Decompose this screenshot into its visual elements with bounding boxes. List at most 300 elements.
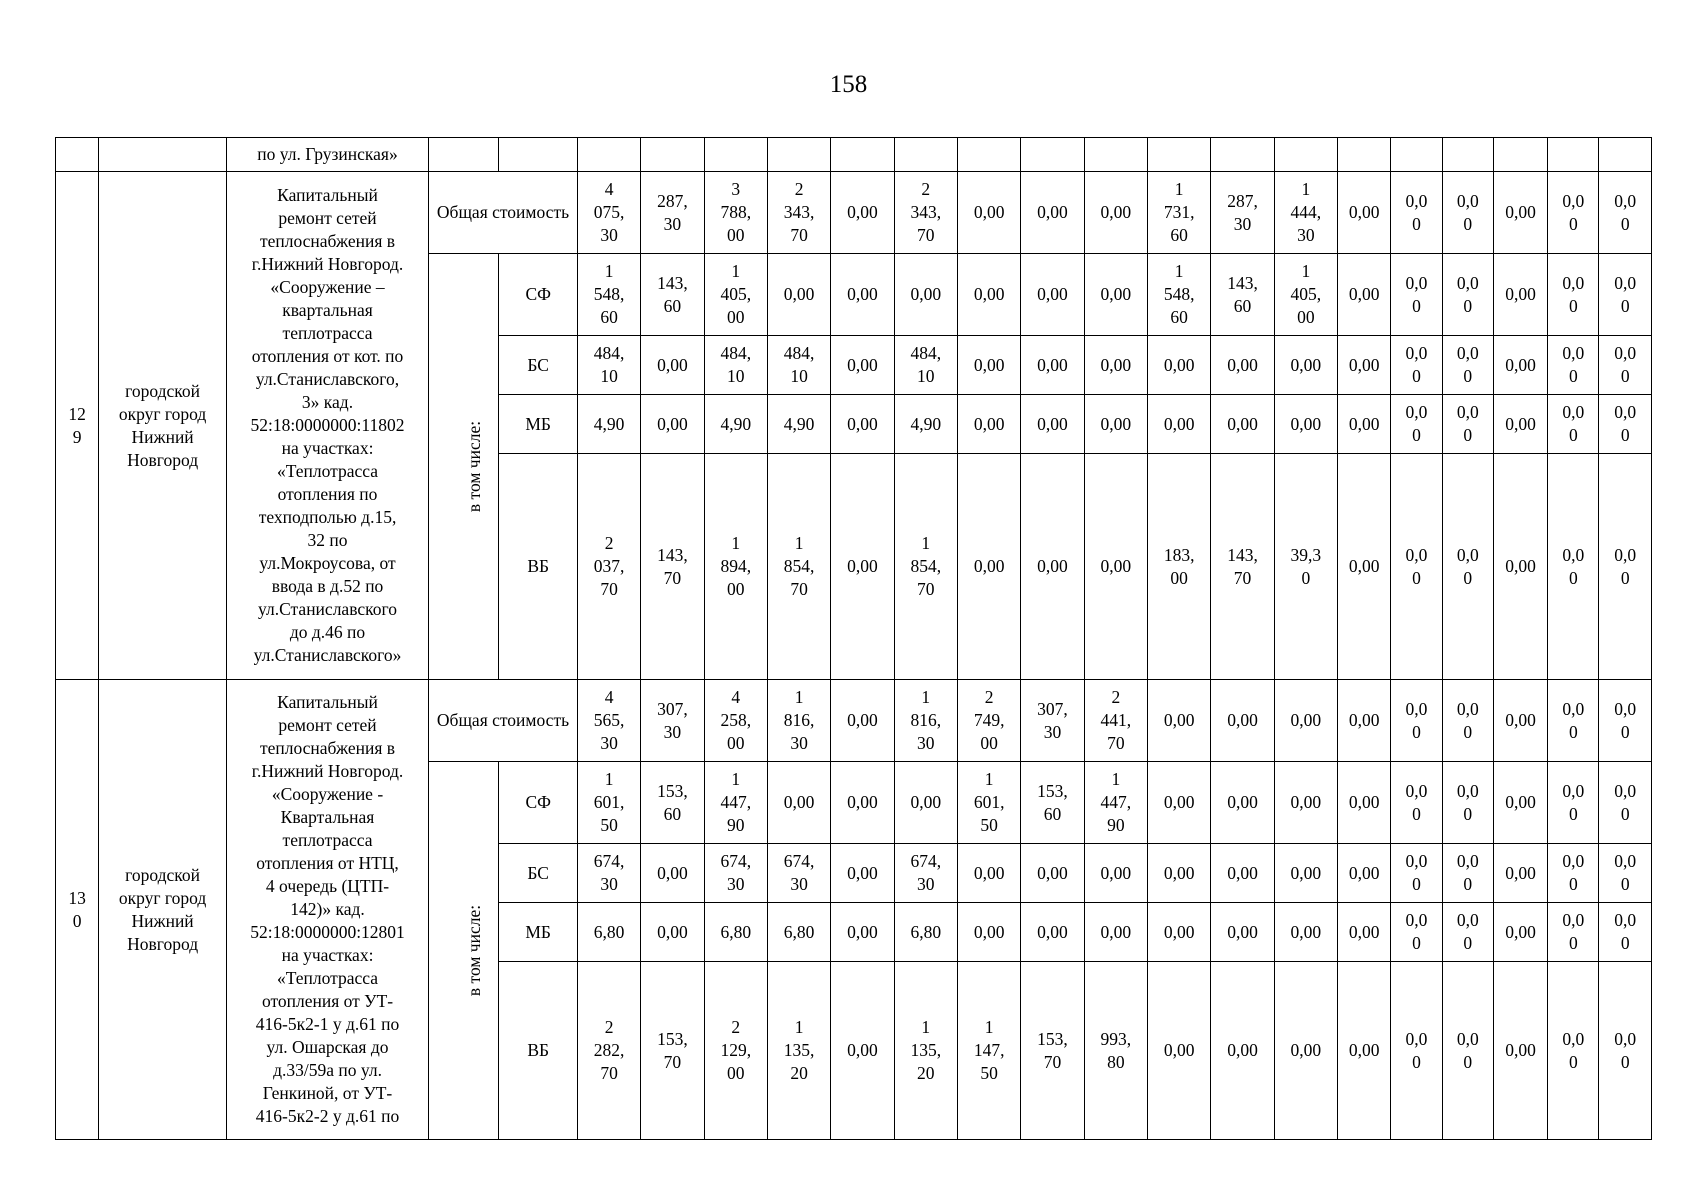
value-line: 0: [1568, 721, 1578, 742]
value-line: 0,0: [1456, 780, 1479, 801]
description-line: «Сооружение -: [271, 784, 384, 804]
value-line: 0,0: [1456, 402, 1479, 422]
value-line: 30: [600, 733, 618, 753]
description-line: отопления по: [277, 484, 378, 504]
value-cell: [577, 762, 640, 844]
value-line: 854,: [910, 556, 942, 576]
value-line: 70: [600, 1063, 618, 1083]
funding-source: ВБ: [499, 454, 577, 680]
value-cell: [1442, 254, 1493, 336]
value-cell: [957, 172, 1020, 254]
value-line: 075,: [593, 202, 625, 222]
value-cell: [767, 844, 830, 903]
value-line: 0: [1620, 933, 1630, 953]
funding-source: БС: [499, 844, 577, 903]
description-line: квартальная: [282, 300, 373, 320]
value-cell: [1021, 844, 1084, 903]
value-line: 1: [794, 533, 804, 553]
value-line: 0,00: [1348, 921, 1380, 942]
value-cell: [894, 172, 957, 254]
value-line: 6,80: [910, 921, 942, 942]
value-cell: [1493, 336, 1547, 395]
value-cell: [1021, 336, 1084, 395]
value-line: 00: [727, 579, 745, 599]
value-cell: [1338, 454, 1391, 680]
value-cell: [1274, 680, 1337, 762]
value-line: 1: [1301, 179, 1311, 199]
value-cell: [1493, 962, 1547, 1140]
value-line: 60: [1043, 803, 1062, 824]
value-line: 0,0: [1614, 780, 1637, 801]
row-index-line: 13: [68, 887, 86, 908]
value-cell: [1391, 903, 1442, 962]
value-line: 307,: [1037, 698, 1068, 719]
description-line: теплотрасса: [282, 323, 373, 343]
value-line: 0,0: [1614, 910, 1637, 930]
value-cell: [1084, 336, 1147, 395]
value-line: 1: [731, 769, 741, 789]
value-cell: [1211, 454, 1274, 680]
value-cell: [1084, 454, 1147, 680]
value-line: 0: [1620, 803, 1630, 824]
value-line: 0,00: [1348, 413, 1380, 434]
value-cell: [1148, 962, 1211, 1140]
value-line: 0,00: [1290, 862, 1322, 883]
value-line: 0,0: [1562, 544, 1585, 565]
description-line: 416-5к2-2 у д.61 по: [255, 1106, 400, 1126]
description-line: отопления от НТЦ,: [256, 853, 399, 873]
empty-cell: [56, 138, 99, 172]
value-line: 0,0: [1562, 190, 1585, 211]
value-cell: [1442, 336, 1493, 395]
page-number: 158: [829, 71, 868, 98]
value-cell: [957, 395, 1020, 454]
description-line: ул.Мокроусова, от: [259, 553, 396, 573]
value-line: 2: [921, 179, 931, 199]
value-cell: [831, 844, 894, 903]
row-index: [56, 680, 99, 1140]
empty-cell: [641, 138, 704, 172]
value-line: 129,: [720, 1040, 752, 1060]
value-cell: [1442, 395, 1493, 454]
row-index-line: 0: [72, 910, 82, 931]
value-line: 0,00: [1505, 413, 1536, 434]
value-cell: [1148, 254, 1211, 336]
value-line: 0,00: [1505, 284, 1536, 304]
value-line: 60: [663, 295, 682, 316]
value-cell: [1599, 762, 1652, 844]
description-cell: [226, 172, 428, 680]
value-cell: [1599, 454, 1652, 680]
value-line: 0,00: [657, 354, 688, 375]
value-cell: [577, 680, 640, 762]
value-line: 0,00: [1290, 1040, 1322, 1060]
value-line: 0,00: [847, 202, 878, 222]
value-cell: [894, 336, 957, 395]
value-line: 0: [1568, 874, 1578, 894]
territory-line: Новгород: [127, 933, 199, 954]
description-line: 416-5к2-1 у д.61 по: [255, 1014, 400, 1034]
value-cell: [1211, 336, 1274, 395]
value-line: 854,: [783, 556, 815, 576]
description-line: Генкиной, от УТ-: [262, 1083, 393, 1103]
value-line: 0,00: [973, 202, 1005, 222]
value-line: 0,0: [1405, 698, 1428, 719]
funding-source: БС: [499, 336, 577, 395]
value-line: 1: [1174, 179, 1184, 199]
empty-cell: [1338, 138, 1391, 172]
description-line: теплоснабжения в: [259, 231, 396, 251]
value-cell: [1021, 903, 1084, 962]
value-line: 0,00: [973, 862, 1005, 883]
value-line: 1: [921, 533, 931, 553]
value-line: 0,00: [657, 921, 688, 942]
value-cell: [957, 680, 1020, 762]
value-line: 00: [727, 307, 745, 327]
value-line: 1: [731, 533, 741, 553]
value-line: 0,0: [1405, 272, 1428, 293]
value-cell: [767, 336, 830, 395]
value-cell: [1084, 395, 1147, 454]
value-line: 143,: [1227, 544, 1258, 565]
value-line: 0,0: [1456, 910, 1479, 930]
value-cell: [1274, 336, 1337, 395]
value-line: 70: [790, 579, 808, 599]
value-line: 4: [731, 687, 741, 707]
value-cell: [1338, 903, 1391, 962]
value-line: 0: [1568, 366, 1578, 386]
value-cell: [894, 903, 957, 962]
value-cell: [1493, 844, 1547, 903]
value-line: 135,: [910, 1040, 942, 1060]
value-line: 1: [1301, 261, 1311, 281]
value-line: 601,: [973, 792, 1005, 812]
value-line: 2: [794, 179, 804, 199]
value-line: 0,00: [1290, 921, 1322, 942]
value-line: 0,00: [1227, 354, 1258, 375]
value-cell: [957, 903, 1020, 962]
value-line: 0,0: [1562, 343, 1585, 363]
empty-cell: [99, 138, 227, 172]
value-line: 0,0: [1614, 272, 1637, 293]
value-cell: [704, 172, 767, 254]
value-line: 30: [727, 874, 745, 894]
description-cell: по ул. Грузинская»: [226, 138, 428, 172]
value-line: 0: [1463, 295, 1473, 316]
value-cell: [1338, 172, 1391, 254]
value-cell: [577, 903, 640, 962]
value-line: 0,00: [1348, 556, 1380, 576]
value-line: 0: [1620, 425, 1630, 445]
value-cell: [704, 844, 767, 903]
value-line: 0,00: [1037, 284, 1068, 304]
value-cell: [957, 844, 1020, 903]
value-cell: [704, 395, 767, 454]
value-line: 30: [790, 874, 808, 894]
value-cell: [1274, 172, 1337, 254]
value-line: 183,: [1163, 544, 1195, 565]
value-line: 0: [1412, 933, 1421, 953]
value-cell: [1493, 254, 1547, 336]
value-line: 0,0: [1405, 780, 1428, 801]
value-line: 0,00: [1348, 284, 1380, 304]
value-line: 307,: [657, 698, 688, 719]
value-line: 0: [1463, 803, 1473, 824]
value-cell: [1338, 395, 1391, 454]
value-line: 0,0: [1405, 544, 1428, 565]
value-cell: [1599, 680, 1652, 762]
value-cell: [1274, 844, 1337, 903]
value-line: 0,00: [1348, 710, 1380, 730]
description-line: 3» кад.: [301, 392, 354, 412]
value-line: 0: [1568, 1051, 1578, 1072]
value-line: 0: [1412, 567, 1421, 588]
description-line: г.Нижний Новгород.: [251, 761, 404, 781]
value-line: 0,0: [1405, 910, 1428, 930]
value-cell: [831, 395, 894, 454]
value-cell: [1211, 680, 1274, 762]
value-cell: [1493, 172, 1547, 254]
value-line: 484,: [783, 343, 815, 363]
value-line: 0,00: [910, 284, 942, 304]
value-line: 0,00: [1290, 354, 1322, 375]
value-line: 1: [794, 1017, 804, 1037]
value-line: 0,0: [1456, 343, 1479, 363]
value-line: 0,0: [1456, 1028, 1479, 1049]
value-line: 0,00: [910, 792, 942, 812]
value-cell: [1338, 844, 1391, 903]
value-cell: [1338, 254, 1391, 336]
value-line: 0,00: [783, 284, 815, 304]
description-line: «Сооружение –: [270, 277, 385, 297]
value-line: 10: [600, 366, 618, 386]
value-line: 60: [1170, 307, 1188, 327]
value-cell: [1021, 962, 1084, 1140]
value-cell: [767, 962, 830, 1140]
value-line: 4,90: [720, 413, 752, 434]
value-line: 00: [727, 733, 745, 753]
value-cell: [831, 454, 894, 680]
territory-line: Нижний: [131, 910, 194, 931]
empty-cell: [1148, 138, 1211, 172]
territory-line: Новгород: [127, 449, 199, 470]
value-cell: [577, 254, 640, 336]
value-cell: [1148, 762, 1211, 844]
value-line: 0: [1620, 721, 1630, 742]
value-line: 0: [1620, 874, 1630, 894]
value-cell: [1442, 903, 1493, 962]
value-cell: [1084, 680, 1147, 762]
value-line: 00: [1297, 307, 1315, 327]
value-cell: [1084, 844, 1147, 903]
value-line: 00: [727, 1063, 745, 1083]
funding-source: ВБ: [499, 962, 577, 1140]
description-line: ул. Ошарская до: [266, 1037, 389, 1057]
value-cell: [1391, 680, 1442, 762]
value-line: 0,00: [1290, 710, 1322, 730]
value-line: 0,00: [1037, 354, 1068, 375]
total-cost-label: Общая стоимость: [429, 172, 578, 254]
value-line: 894,: [720, 556, 752, 576]
value-line: 674,: [720, 851, 752, 871]
description-line: 4 очередь (ЦТП-: [265, 876, 390, 896]
value-line: 0: [1463, 366, 1473, 386]
value-line: 0,00: [1037, 202, 1068, 222]
funding-source: МБ: [499, 903, 577, 962]
value-cell: [1599, 962, 1652, 1140]
value-line: 20: [917, 1063, 935, 1083]
territory-line: округ город: [118, 887, 207, 908]
value-cell: [1391, 395, 1442, 454]
funding-source: СФ: [499, 762, 577, 844]
value-line: 30: [1043, 721, 1062, 742]
empty-cell: [704, 138, 767, 172]
value-line: 2: [1111, 687, 1121, 707]
value-line: 50: [980, 1063, 998, 1083]
value-cell: [1148, 336, 1211, 395]
value-line: 0: [1463, 874, 1473, 894]
value-cell: [1548, 336, 1599, 395]
value-cell: [831, 254, 894, 336]
empty-cell: [577, 138, 640, 172]
value-cell: [704, 254, 767, 336]
value-line: 70: [600, 579, 618, 599]
value-line: 749,: [973, 710, 1005, 730]
value-line: 0,00: [1163, 862, 1195, 883]
description-line: 52:18:0000000:12801: [250, 922, 405, 942]
value-line: 1: [1111, 769, 1121, 789]
value-line: 6,80: [783, 921, 815, 942]
value-cell: [1274, 903, 1337, 962]
value-line: 2: [604, 533, 614, 553]
value-line: 30: [917, 733, 935, 753]
value-line: 0,00: [847, 1040, 878, 1060]
value-cell: [1211, 962, 1274, 1140]
value-line: 0,00: [1163, 1040, 1195, 1060]
value-line: 39,3: [1290, 544, 1322, 565]
value-line: 1: [984, 769, 994, 789]
value-line: 0,00: [1505, 202, 1536, 222]
value-cell: [1338, 680, 1391, 762]
value-line: 80: [1107, 1051, 1125, 1072]
description-line: «Теплотрасса: [276, 461, 379, 481]
value-line: 548,: [1163, 284, 1195, 304]
value-cell: [641, 454, 704, 680]
territory-cell: [99, 680, 227, 1140]
value-line: 1: [921, 1017, 931, 1037]
value-cell: [1548, 395, 1599, 454]
value-cell: [641, 336, 704, 395]
description-line: ремонт сетей: [278, 715, 377, 735]
value-line: 50: [600, 815, 618, 835]
row-index-line: 12: [68, 403, 86, 424]
value-cell: [767, 680, 830, 762]
budget-table: [55, 137, 1652, 1140]
value-line: 788,: [720, 202, 752, 222]
value-cell: [1084, 903, 1147, 962]
description-line: теплотрасса: [282, 830, 373, 850]
value-line: 143,: [657, 544, 688, 565]
value-line: 0,0: [1405, 402, 1428, 422]
empty-cell: [767, 138, 830, 172]
value-line: 0,0: [1405, 343, 1428, 363]
value-line: 0: [1463, 721, 1473, 742]
value-line: 70: [790, 225, 808, 245]
value-cell: [894, 680, 957, 762]
value-line: 0: [1568, 803, 1578, 824]
value-line: 0,00: [1100, 202, 1132, 222]
value-line: 287,: [657, 190, 688, 211]
value-cell: [704, 454, 767, 680]
value-line: 0: [1463, 213, 1473, 234]
value-cell: [894, 844, 957, 903]
value-line: 70: [1233, 567, 1252, 588]
value-line: 6,80: [593, 921, 625, 942]
value-cell: [577, 172, 640, 254]
value-cell: [1338, 762, 1391, 844]
value-line: 30: [1297, 225, 1315, 245]
value-cell: [1021, 172, 1084, 254]
value-cell: [1021, 254, 1084, 336]
value-cell: [894, 395, 957, 454]
empty-cell: [499, 138, 577, 172]
value-cell: [767, 762, 830, 844]
value-line: 343,: [910, 202, 942, 222]
value-line: 258,: [720, 710, 752, 730]
value-line: 0,00: [847, 710, 878, 730]
value-line: 0,00: [1348, 1040, 1380, 1060]
description-line: ремонт сетей: [278, 208, 377, 228]
value-line: 0,0: [1562, 402, 1585, 422]
value-cell: [1148, 680, 1211, 762]
value-cell: [641, 903, 704, 962]
territory-line: городской: [125, 864, 201, 885]
description-line: теплоснабжения в: [259, 738, 396, 758]
value-line: 674,: [783, 851, 815, 871]
value-cell: [1021, 395, 1084, 454]
value-line: 0,0: [1456, 698, 1479, 719]
value-cell: [704, 762, 767, 844]
value-line: 0: [1412, 213, 1421, 234]
value-cell: [1084, 962, 1147, 1140]
value-line: 153,: [657, 780, 688, 801]
value-line: 2: [731, 1017, 741, 1037]
value-cell: [577, 336, 640, 395]
value-line: 0,00: [1227, 413, 1258, 434]
value-line: 0,00: [1505, 862, 1536, 883]
value-line: 0,00: [1100, 284, 1132, 304]
value-cell: [1148, 903, 1211, 962]
value-line: 405,: [1290, 284, 1322, 304]
value-line: 0,00: [1163, 354, 1195, 375]
empty-cell: [1274, 138, 1337, 172]
value-line: 343,: [783, 202, 815, 222]
value-cell: [1442, 680, 1493, 762]
funding-source: СФ: [499, 254, 577, 336]
value-line: 0: [1412, 803, 1421, 824]
value-line: 0,00: [1163, 710, 1195, 730]
value-cell: [1599, 395, 1652, 454]
description-line: 142)» кад.: [290, 899, 365, 919]
value-cell: [1211, 762, 1274, 844]
value-line: 0,0: [1562, 272, 1585, 293]
empty-cell: [1493, 138, 1547, 172]
description-line: отопления от УТ-: [261, 991, 394, 1011]
value-line: 3: [731, 179, 741, 199]
value-line: 548,: [593, 284, 625, 304]
value-line: 0,0: [1456, 272, 1479, 293]
continuation-row: [56, 138, 1652, 172]
